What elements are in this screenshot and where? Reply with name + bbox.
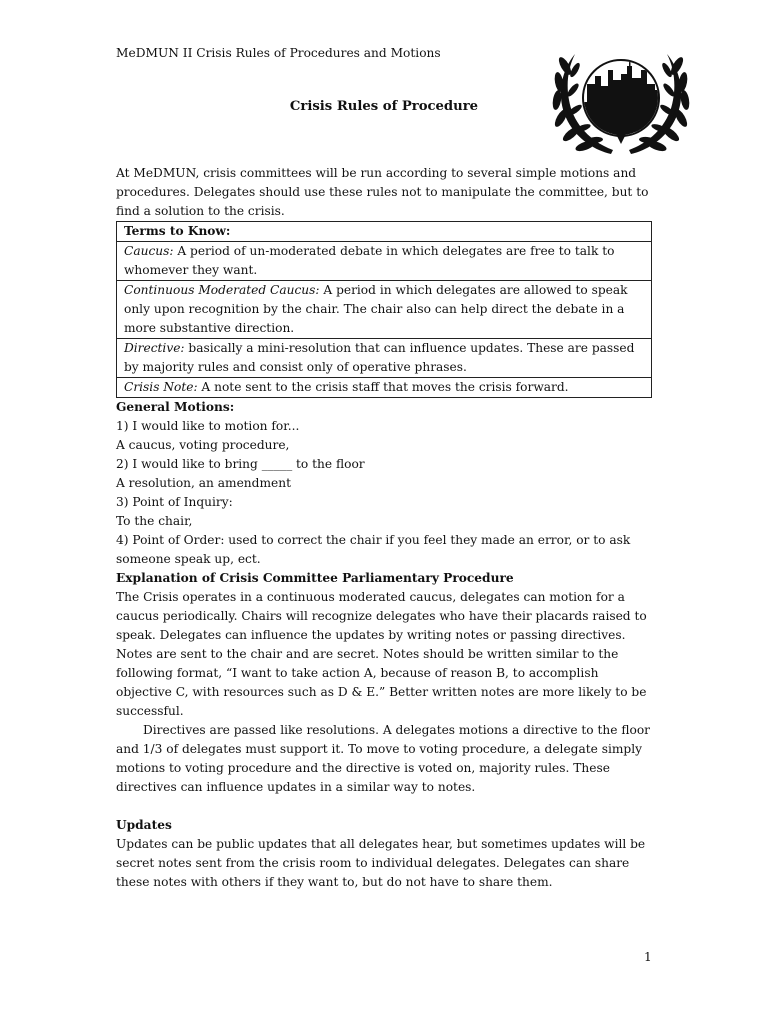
term-name: Directive:	[124, 341, 185, 355]
motion-line: 3) Point of Inquiry:	[116, 495, 233, 509]
term-definition: basically a mini-resolution that can influence updates. These are passed by majority rules and consist only of operative phrases.	[124, 341, 635, 374]
section-heading-updates: Updates	[116, 818, 172, 832]
term-definition: A period of un-moderated debate in which delegates are free to talk to whomever they want.	[124, 244, 615, 277]
term-name: Continuous Moderated Caucus:	[124, 283, 320, 297]
section-heading-general-motions: General Motions:	[116, 400, 235, 414]
page-number: 1	[644, 950, 652, 964]
document-body	[116, 164, 652, 892]
explanation-paragraph: Directives are passed like resolutions. A delegates motions a directive to the floor and 1/3 of delegates must support it. To move to voting procedure, a delegate simply motions to voting procedure and the directive is voted on, majority rules. These directives can influence updates in a similar way to notes.	[116, 723, 650, 794]
explanation-paragraph: The Crisis operates in a continuous moderated caucus, delegates can motion for a caucus periodically. Chairs will recognize delegates who have their placards raised to speak. Delegates can influence the updates by writing notes or passing directives. Notes are sent to the chair and are secret. Notes should be written similar to the following format, “I want to take action A, because of reason B, to accomplish objective C, with resources such as D & E.” Better written notes are more likely to be successful.	[116, 590, 647, 718]
motion-line: A caucus, voting procedure,	[116, 438, 290, 452]
term-item	[117, 281, 651, 339]
updates-paragraph: Updates can be public updates that all delegates hear, but sometimes updates will be secret notes sent from the crisis room to individual delegates. Delegates can share these notes with others if they want to, but do not have to share them.	[116, 837, 646, 889]
motion-line: To the chair,	[116, 514, 193, 528]
terms-heading: Terms to Know:	[117, 222, 651, 242]
section-heading-explanation: Explanation of Crisis Committee Parliamentary Procedure	[116, 571, 514, 585]
intro-paragraph: At MeDMUN, crisis committees will be run according to several simple motions and procedures. Delegates should use these rules not to manipulate the committee, but to find a solution to the crisis.	[116, 166, 649, 218]
term-definition: A period in which delegates are allowed to speak only upon recognition by the chair. The chair also can help direct the debate in a more substantive direction.	[124, 283, 628, 335]
motion-line: A resolution, an amendment	[116, 476, 291, 490]
term-item	[117, 378, 651, 398]
term-name: Caucus:	[124, 244, 174, 258]
motion-line: 2) I would like to bring _____ to the floor	[116, 457, 365, 471]
running-header: MeDMUN II Crisis Rules of Procedures and Motions	[116, 46, 441, 60]
term-item	[117, 339, 651, 378]
page-title: Crisis Rules of Procedure	[289, 99, 479, 114]
motion-line: 4) Point of Order: used to correct the chair if you feel they made an error, or to ask someone speak up, ect.	[116, 533, 631, 566]
term-definition: A note sent to the crisis staff that moves the crisis forward.	[197, 380, 569, 394]
spacer	[116, 797, 652, 816]
term-item	[117, 242, 651, 281]
term-name: Crisis Note:	[124, 380, 198, 394]
terms-box	[116, 221, 652, 398]
motion-line: 1) I would like to motion for...	[116, 419, 300, 433]
